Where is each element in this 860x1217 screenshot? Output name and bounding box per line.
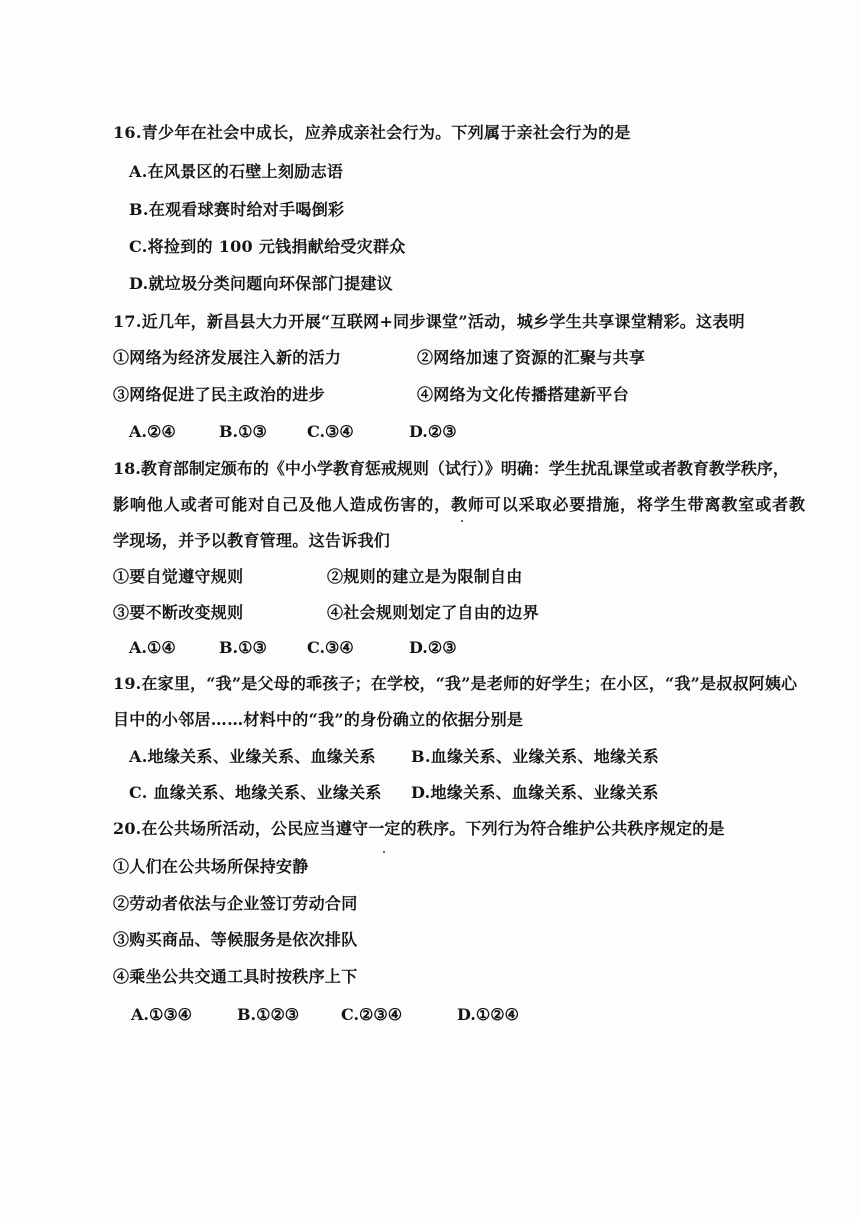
- q20-statement-1: ①人们在公共场所保持安静: [113, 857, 309, 876]
- q16-option-c: C.将捡到的 100 元钱捐献给受灾群众: [129, 237, 406, 256]
- q20-stem: 20.在公共场所活动，公民应当遵守一定的秩序。下列行为符合维护公共秩序规定的是: [113, 819, 725, 838]
- q19-option-b: B.血缘关系、业缘关系、地缘关系: [411, 747, 659, 766]
- q19-option-c: C. 血缘关系、地缘关系、业缘关系: [129, 783, 382, 802]
- q18-option-b: B.①③: [219, 638, 267, 657]
- q16-option-d: D.就垃圾分类问题向环保部门提建议: [129, 274, 393, 293]
- q18-option-a: A.①④: [129, 638, 176, 657]
- q19-stem-line-2: 目中的小邻居……材料中的“我”的身份确立的依据分别是: [113, 710, 524, 729]
- q17-option-b: B.①③: [219, 422, 267, 441]
- scan-speck: [383, 851, 385, 853]
- q20-statement-4: ④乘坐公共交通工具时按秩序上下: [113, 967, 358, 986]
- q18-option-d: D.②③: [409, 638, 457, 657]
- q19-option-a: A.地缘关系、业缘关系、血缘关系: [129, 747, 376, 766]
- q16-stem: 16.青少年在社会中成长，应养成亲社会行为。下列属于亲社会行为的是: [113, 123, 631, 142]
- q20-statement-3: ③购买商品、等候服务是依次排队: [113, 930, 358, 949]
- q18-option-c: C.③④: [307, 638, 354, 657]
- q16-option-b: B.在观看球赛时给对手喝倒彩: [129, 200, 345, 219]
- q17-statement-3: ③网络促进了民主政治的进步: [113, 385, 325, 404]
- q17-stem: 17.近几年，新昌县大力开展“互联网+同步课堂”活动，城乡学生共享课堂精彩。这表明: [113, 312, 745, 331]
- q20-option-c: C.②③④: [341, 1005, 403, 1024]
- q17-option-d: D.②③: [409, 422, 457, 441]
- q17-option-a: A.②④: [129, 422, 176, 441]
- scan-speck: [461, 520, 463, 522]
- q17-statement-4: ④网络为文化传播搭建新平台: [417, 385, 629, 404]
- q19-stem-line-1: 19.在家里，“我”是父母的乖孩子；在学校，“我”是老师的好学生；在小区，“我”是叔叔阿姨心: [113, 674, 798, 693]
- q18-stem-line-2: 影响他人或者可能对自己及他人造成伤害的，教师可以采取必要措施，将学生带离教室或者教: [113, 495, 806, 514]
- q17-option-c: C.③④: [307, 422, 354, 441]
- q20-statement-2: ②劳动者依法与企业签订劳动合同: [113, 894, 358, 913]
- q19-option-d: D.地缘关系、血缘关系、业缘关系: [411, 783, 659, 802]
- q18-stem-line-3: 学现场，并予以教育管理。这告诉我们: [113, 531, 391, 550]
- q20-option-b: B.①②③: [237, 1005, 300, 1024]
- q18-statement-3: ③要不断改变规则: [113, 603, 244, 622]
- q18-stem-line-1: 18.教育部制定颁布的《中小学教育惩戒规则（试行）》明确：学生扰乱课堂或者教育教学秩序，: [113, 459, 789, 478]
- q18-statement-4: ④社会规则划定了自由的边界: [327, 603, 539, 622]
- q16-option-a: A.在风景区的石壁上刻励志语: [129, 162, 344, 181]
- q17-statement-1: ①网络为经济发展注入新的活力: [113, 348, 342, 367]
- q18-statement-1: ①要自觉遵守规则: [113, 567, 244, 586]
- q18-statement-2: ②规则的建立是为限制自由: [327, 567, 523, 586]
- q17-statement-2: ②网络加速了资源的汇聚与共享: [417, 348, 646, 367]
- q20-option-d: D.①②④: [457, 1005, 519, 1024]
- q20-option-a: A.①③④: [131, 1005, 193, 1024]
